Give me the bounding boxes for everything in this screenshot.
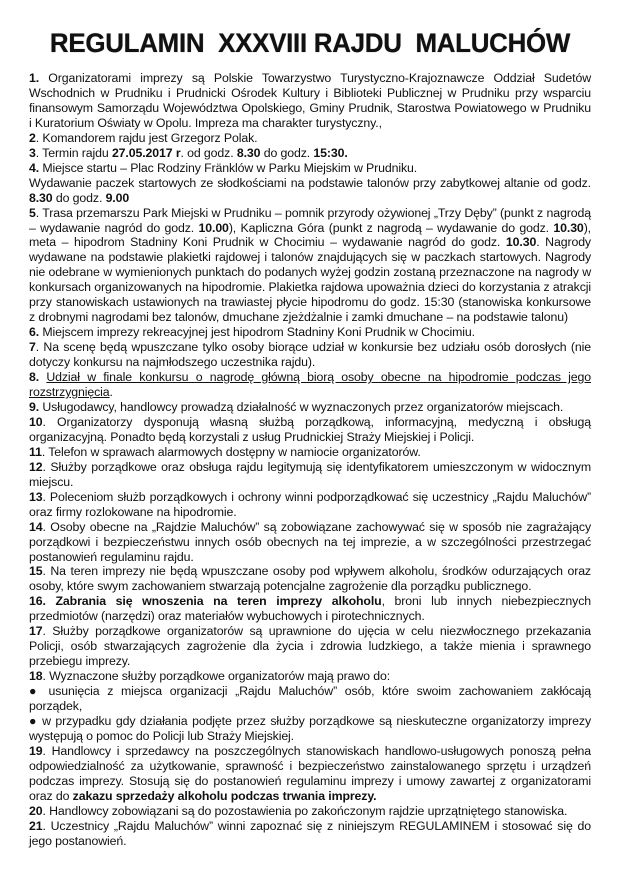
regulation-paragraph bbox=[29, 624, 591, 669]
paragraph-text: . Na scenę będą wpuszczane tylko osoby biorące udział w konkursie bez udziału osób dorosłych (nie dotyczy konkursu na najmłodszego uczestnika rajdu). bbox=[29, 340, 591, 370]
bold-text: 15:30. bbox=[313, 145, 348, 160]
regulation-paragraph bbox=[29, 340, 591, 370]
bold-text: 1. bbox=[29, 71, 40, 85]
regulation-paragraph bbox=[29, 804, 591, 819]
regulation-paragraph bbox=[29, 744, 591, 804]
bold-text: 20 bbox=[29, 803, 43, 818]
regulation-paragraph bbox=[29, 669, 591, 684]
underlined-text: Udział w finale konkursu o nagrodę główną biorą osoby obecne na hipodromie podczas jego rozstrzygnięcia bbox=[29, 370, 592, 400]
regulation-paragraph bbox=[29, 684, 591, 714]
regulation-paragraph bbox=[29, 714, 591, 744]
regulation-paragraph bbox=[29, 161, 591, 176]
paragraph-text: . Handlowcy i sprzedawcy na poszczególnych stanowiskach handlowo-usługowych ponoszą pełna odpowiedzialność za użytkowanie, sprawność i bezpieczeństwo zainstalowanego sprzętu i urządzeń podczas imprezy. Stosują się do postanowień regulaminu imprezy i umowy zawartej z organizatorami oraz do bbox=[29, 743, 591, 803]
paragraph-text: Usługodawcy, handlowcy prowadzą działalność w wyznaczonych przez organizatorów miejscach. bbox=[39, 399, 564, 414]
regulation-paragraph bbox=[29, 564, 591, 594]
paragraph-text: . Telefon w sprawach alarmowych dostępny w namiocie organizatorów. bbox=[41, 444, 421, 459]
bold-text: 8.30 bbox=[236, 145, 261, 160]
bold-text: 4. bbox=[29, 160, 40, 175]
bold-text: 10.30 bbox=[505, 235, 537, 250]
paragraph-text: . od godz. bbox=[180, 145, 237, 160]
regulation-paragraph bbox=[29, 594, 591, 624]
paragraph-text: Miejscem imprezy rekreacyjnej jest hipodrom Stadniny Koni Prudnik w Chocimiu. bbox=[39, 325, 475, 340]
regulation-paragraph bbox=[29, 176, 591, 206]
paragraph-text: do godz. bbox=[260, 145, 314, 160]
paragraph-text: . Wyznaczone służby porządkowe organizatorów mają prawo do: bbox=[42, 669, 391, 684]
paragraph-text: . Trasa przemarszu Park Miejski w Prudniku – pomnik przyrody ożywionej „Trzy Dęby” (punkt z nagrodą – wydawanie nagród do godz. bbox=[29, 205, 591, 235]
bold-text: 8. bbox=[29, 370, 40, 385]
bold-text: 8.30 bbox=[29, 190, 53, 205]
bold-text: 10.30 bbox=[553, 220, 584, 235]
regulation-paragraph bbox=[29, 400, 591, 415]
bold-text: 27.05.2017 r bbox=[111, 145, 181, 160]
paragraph-text: . Służby porządkowe organizatorów są uprawnione do ujęcia w celu niezwłocznego przekazania Policji, osób stwarzających zagrożenie dla życia i zdrowia ludzkiego, a także mienia i sprawnego przebiegu imprezy. bbox=[29, 624, 591, 669]
bold-text: 12 bbox=[29, 459, 43, 474]
paragraph-text: . Na teren imprezy nie będą wpuszczane osoby pod wpływem alkoholu, środków odurzających oraz osoby, które swym zachowaniem stwarzają potencjalne zagrożenie dla porządku publicznego. bbox=[29, 564, 591, 594]
regulation-paragraph bbox=[29, 445, 591, 460]
regulation-paragraph bbox=[29, 819, 591, 849]
regulation-paragraph bbox=[29, 490, 591, 520]
regulation-paragraph bbox=[29, 460, 591, 490]
bold-text: 10 bbox=[29, 414, 43, 429]
paragraph-text: . Poleceniom służb porządkowych i ochrony winni podporządkować się uczestnicy „Rajdu Maluchów” oraz firmy rozlokowane na hipodromie. bbox=[29, 489, 591, 519]
bold-text: 7 bbox=[29, 340, 36, 355]
paragraph-text: Wydawanie paczek startowych ze słodkościami na podstawie talonów przy zabytkowej altanie od godz. bbox=[29, 175, 591, 190]
paragraph-text: . Komandorem rajdu jest Grzegorz Polak. bbox=[35, 130, 258, 145]
paragraph-text: . Służby porządkowe oraz obsługa rajdu legitymują się identyfikatorem umieszczonym w widocznym miejscu. bbox=[29, 459, 591, 489]
paragraph-text: Miejsce startu – Plac Rodziny Fränklów w Parku Miejskim w Prudniku. bbox=[39, 160, 418, 175]
paragraph-text: ), meta – hipodrom Stadniny Koni Prudnik w Chocimiu – wydawanie nagród do godz. bbox=[29, 220, 591, 250]
bold-text: 15 bbox=[29, 564, 43, 579]
bold-text: 17 bbox=[29, 624, 43, 639]
regulation-paragraph bbox=[29, 325, 591, 340]
bold-text: 11 bbox=[29, 444, 42, 459]
regulation-paragraph bbox=[29, 71, 591, 131]
paragraph-text: ), Kapliczna Góra (punkt z nagrodą – wydawanie do godz. bbox=[228, 220, 554, 235]
bold-text: 16. Zabrania się wnoszenia na teren imprezy alkoholu bbox=[29, 594, 382, 609]
paragraph-text: Organizatorami imprezy są Polskie Towarzystwo Turystyczno-Krajoznawcze Oddział Sudetów Wschodnich w Prudniku i Prudnicki Ośrodek Kultury i Biblioteki Publicznej w Prudniku przy wsparciu finansowym Samorządu Województwa Opolskiego, Gminy Prudnik, Starostwa Powiatowego w Prudniku i Kuratorium Oświaty w Opolu. Impreza ma charakter turystyczny., bbox=[29, 71, 591, 130]
bold-text: 2 bbox=[29, 130, 36, 145]
bold-text: 21 bbox=[29, 818, 43, 833]
bold-text: 3 bbox=[29, 145, 36, 160]
bold-text: 9. bbox=[29, 399, 40, 414]
document-page bbox=[29, 28, 591, 849]
regulation-paragraph bbox=[29, 206, 591, 326]
paragraph-text: . Uczestnicy „Rajdu Maluchów” winni zapoznać się z niniejszym REGULAMINEM i stosować się do jego postanowień. bbox=[29, 818, 591, 848]
paragraph-text: . Organizatorzy dysponują własną służbą porządkową, informacyjną, medyczną i obsługą organizacyjną. Ponadto będą korzystali z usług Prudnickiej Straży Miejskiej i Policji. bbox=[29, 414, 591, 444]
regulation-paragraph bbox=[29, 131, 591, 146]
paragraph-text: , broni lub innych niebezpiecznych przedmiotów (narzędzi) oraz materiałów wybuchowych i pirotechnicznych. bbox=[29, 594, 591, 624]
regulation-paragraph bbox=[29, 520, 591, 565]
paragraph-text: do godz. bbox=[52, 190, 106, 205]
regulation-paragraph bbox=[29, 146, 591, 161]
regulation-paragraph bbox=[29, 415, 591, 445]
bold-text: zakazu sprzedaży alkoholu podczas trwania imprezy. bbox=[72, 788, 377, 803]
bold-text: 18 bbox=[29, 669, 43, 684]
document-title: REGULAMIN XXXVIII RAJDU MALUCHÓW bbox=[49, 28, 571, 58]
paragraph-text: . Osoby obecne na „Rajdzie Maluchów” są zobowiązane zachowywać się w sposób nie zagrażający porządkowi i bezpieczeństwu innych osób obecnych na tej imprezie, a w szczególności przestrzegać postanowień regulaminu rajdu. bbox=[29, 519, 591, 564]
paragraph-text: . Nagrody wydawane na podstawie plakietki rajdowej i talonów znajdujących się w paczkach startowych. Nagrody nie odebrane w wymienionych punktach do podanych wyżej godzin zostaną przeznaczone na nagrody w konkursach organizowanych na hipodromie. Plakietka rajdowa upoważnia dzieci do korzystania z atrakcji przy stanowiskach ustawionych na trawiastej płycie hipodromu do godz. 15:30 (stanowiska konkursowe z drobnymi nagrodami bez talonów, dmuchane zjeżdżalnie i zamki dmuchane – na podstawie talonu) bbox=[29, 235, 591, 325]
paragraph-text: ● w przypadku gdy działania podjęte przez służby porządkowe są nieskuteczne organizatorzy imprezy występują o pomoc do Policji lub Straży Miejskiej. bbox=[29, 713, 591, 743]
regulation-paragraph bbox=[29, 370, 591, 400]
bold-text: 13 bbox=[29, 489, 43, 504]
bold-text: 10.00 bbox=[198, 220, 229, 235]
paragraph-text: . Termin rajdu bbox=[35, 145, 112, 160]
bold-text: 19 bbox=[29, 743, 43, 758]
document-body bbox=[29, 71, 591, 849]
paragraph-text: ● usunięcia z miejsca organizacji „Rajdu Maluchów” osób, które swoim zachowaniem zakłócają porządek, bbox=[29, 684, 591, 714]
paragraph-text: . Handlowcy zobowiązani są do pozostawienia po zakończonym rajdzie uprzątniętego stanowiska. bbox=[42, 803, 568, 818]
bold-text: 5 bbox=[29, 205, 36, 220]
bold-text: 14 bbox=[29, 519, 43, 534]
bold-text: 9.00 bbox=[105, 190, 130, 205]
bold-text: 6. bbox=[29, 325, 40, 340]
paragraph-text: . bbox=[109, 385, 113, 400]
